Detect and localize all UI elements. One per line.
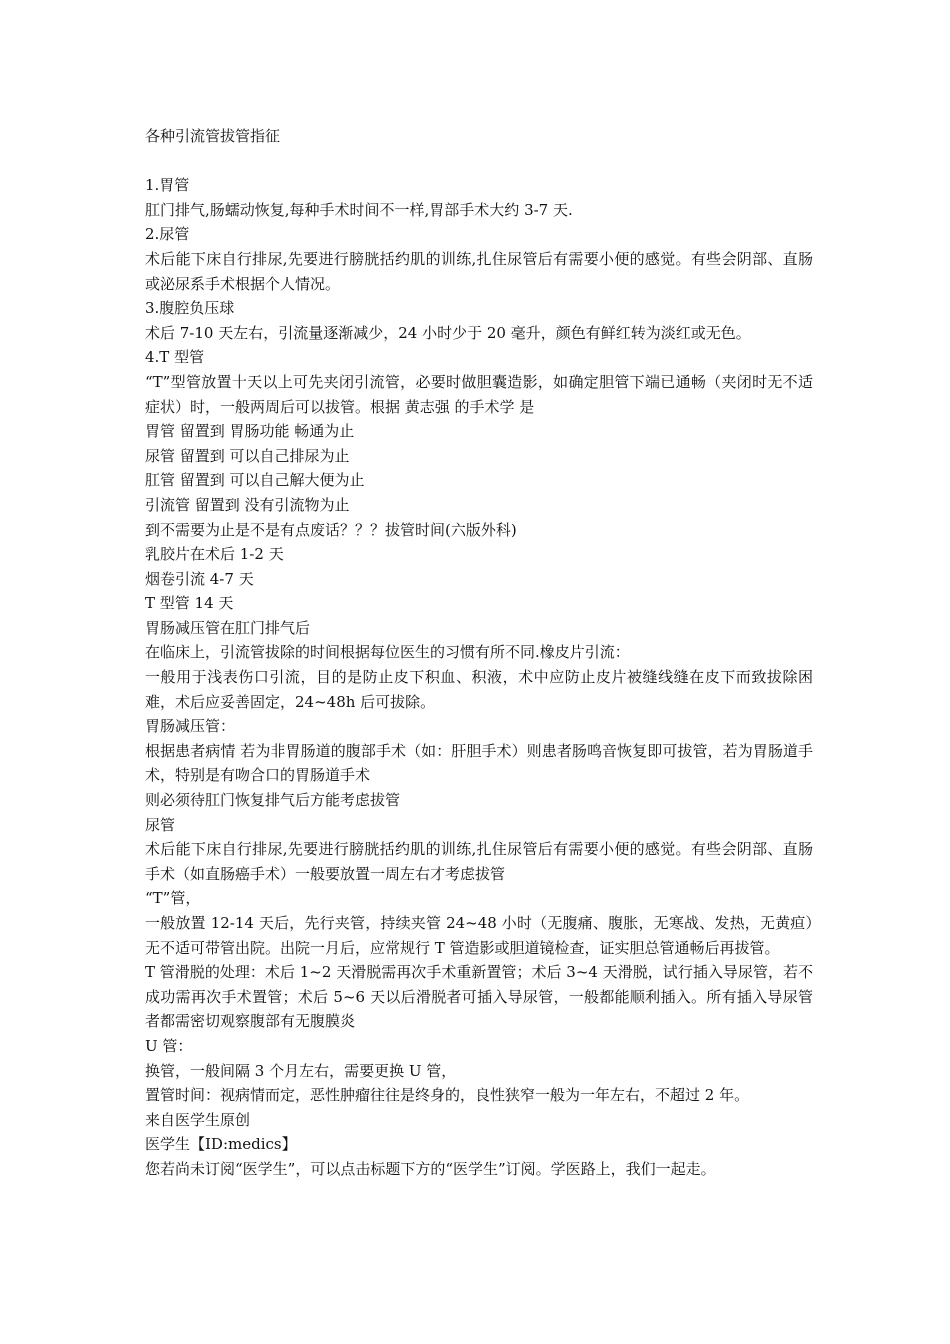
- account-id: 医学生【ID:medics】: [145, 1135, 297, 1154]
- paragraph-line: 一般放置 12-14 天后，先行夹管，持续夹管 24~48 小时（无腹痛、腹胀，无寒战、发热，无黄疸）无不适可带管出院。出院一月后，应常规行 T 管造影或胆道镜检查，证实胆总管通畅后再拔管。: [145, 914, 813, 957]
- source-note: 来自医学生原创: [145, 1110, 251, 1129]
- paragraph-line: 尿管 留置到 可以自己排尿为止: [145, 446, 350, 465]
- paragraph-line: 术后能下床自行排尿,先要进行膀胱括约肌的训练,扎住尿管后有需要小便的感觉。有些会阴部、直肠或泌尿系手术根据个人情况。: [145, 249, 813, 293]
- paragraph-line: 术后 7-10 天左右，引流量逐渐减少，24 小时少于 20 毫升，颜色有鲜红转为淡红或无色。: [145, 323, 751, 342]
- paragraph-line: 胃肠减压管：: [145, 717, 236, 736]
- paragraph-line: 置管时间：视病情而定，恶性肿瘤往往是终身的，良性狭窄一般为一年左右，不超过 2 年。: [145, 1086, 750, 1105]
- paragraph-line: 一般用于浅表伤口引流，目的是防止皮下积血、积液，术中应防止皮片被缝线缝在皮下而致拔除困难，术后应妥善固定，24~48h 后可拔除。: [145, 668, 813, 711]
- paragraph-line: 3.腹腔负压球: [145, 299, 235, 318]
- paragraph-line: 胃肠减压管在肛门排气后: [145, 618, 311, 637]
- paragraph-line: 在临床上，引流管拔除的时间根据每位医生的习惯有所不同.橡皮片引流：: [145, 643, 630, 662]
- paragraph-line: 则必须待肛门恢复排气后方能考虑拔管: [145, 791, 401, 810]
- paragraph-line: T 型管 14 天: [145, 594, 234, 613]
- paragraph-line: 乳胶片在术后 1-2 天: [145, 545, 284, 564]
- paragraph-line: 到不需要为止是不是有点废话？？？拔管时间(六版外科): [145, 520, 517, 539]
- paragraph-line: 1.胃管: [145, 176, 190, 195]
- paragraph-line: 根据患者病情 若为非胃肠道的腹部手术（如：肝胆手术）则患者肠鸣音恢复即可拔管，若为胃肠道手术，特别是有吻合口的胃肠道手术: [145, 741, 813, 785]
- paragraph-line: 2.尿管: [145, 225, 190, 244]
- paragraph-line: “T”管，: [145, 889, 201, 908]
- paragraph-line: 胃管 留置到 胃肠功能 畅通为止: [145, 422, 355, 441]
- paragraph-line: 4.T 型管: [145, 348, 205, 367]
- paragraph-line: 肛管 留置到 可以自己解大便为止: [145, 471, 365, 490]
- subscribe-note: 您若尚未订阅“医学生”，可以点击标题下方的“医学生”订阅。学医路上，我们一起走。: [145, 1159, 716, 1178]
- paragraph-line: U 管：: [145, 1036, 193, 1055]
- paragraph-line: 烟卷引流 4-7 天: [145, 569, 254, 588]
- paragraph-line: 换管，一般间隔 3 个月左右，需要更换 U 管，: [145, 1061, 457, 1080]
- paragraph-line: 引流管 留置到 没有引流物为止: [145, 495, 350, 514]
- document-page: [145, 124, 813, 1182]
- paragraph-line: “T”型管放置十天以上可先夹闭引流管，必要时做胆囊造影，如确定胆管下端已通畅（夹闭时无不适症状）时，一般两周后可以拔管。根据 黄志强 的手术学 是: [145, 372, 813, 416]
- document-title: 各种引流管拔管指征: [145, 127, 281, 145]
- paragraph-line: 肛门排气,肠蠕动恢复,每种手术时间不一样,胃部手术大约 3-7 天.: [145, 200, 573, 219]
- paragraph-line: 术后能下床自行排尿,先要进行膀胱括约肌的训练,扎住尿管后有需要小便的感觉。有些会阴部、直肠手术（如直肠癌手术）一般要放置一周左右才考虑拔管: [145, 840, 813, 883]
- paragraph-line: T 管滑脱的处理：术后 1~2 天滑脱需再次手术重新置管；术后 3~4 天滑脱，试行插入导尿管，若不成功需再次手术置管；术后 5~6 天以后滑脱者可插入导尿管，一般都能顺利插入。所有插入导尿管者都需密切观察腹部有无腹膜炎: [145, 963, 813, 1031]
- paragraph-line: 尿管: [145, 815, 176, 834]
